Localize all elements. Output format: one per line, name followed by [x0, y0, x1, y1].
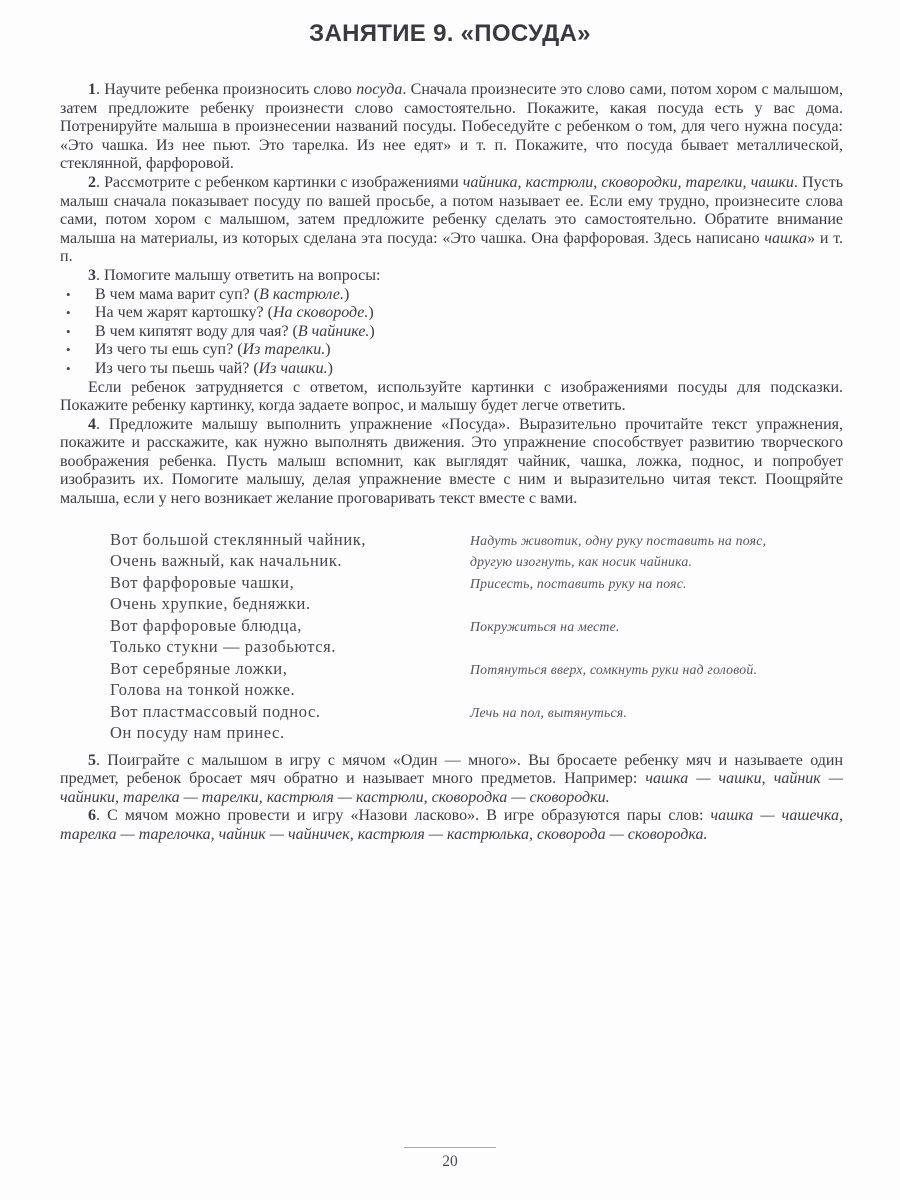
bullet-item-1	[60, 286, 843, 305]
poem-instruction: Покружиться на месте.	[470, 618, 620, 634]
exercise-poem	[110, 531, 843, 746]
poem-verse-line: Вот пластмассовый поднос.	[110, 701, 321, 721]
poem-instruction: другую изогнуть, как носик чайника.	[470, 554, 693, 570]
poem-row	[110, 638, 843, 660]
bullet-marker: •	[66, 360, 71, 376]
bullet-item-2	[60, 304, 843, 323]
paragraph-6: 6. С мячом можно провести и игру «Назови ласково». В игре образуются пары слов: чашка — чашечка, тарелка — тарелочка, чайник — чайничек, кастрюля — кастрюлька, сковорода — сковородка.	[60, 807, 844, 844]
poem-row	[110, 552, 843, 574]
page-title: ЗАНЯТИЕ 9. «ПОСУДА»	[309, 20, 591, 47]
poem-row	[110, 574, 843, 596]
poem-verse-line: Только стукни — разобьются.	[110, 637, 337, 657]
poem-instruction: Присесть, поставить руку на пояс.	[470, 575, 687, 591]
page-content	[60, 81, 843, 845]
poem-verse-line: Вот серебряные ложки,	[110, 658, 288, 678]
bullet-text: В чем кипятят воду для чая? (В чайнике.)	[95, 322, 375, 340]
poem-row	[110, 660, 843, 682]
bullet-marker: •	[66, 286, 71, 302]
poem-verse-line: Он посуду нам принес.	[110, 723, 285, 743]
poem-verse-line: Голова на тонкой ножке.	[110, 680, 296, 700]
bullet-text: Из чего ты ешь суп? (Из тарелки.)	[95, 341, 331, 359]
poem-verse-line: Вот большой стеклянный чайник,	[110, 529, 367, 549]
bullet-text: Из чего ты пьешь чай? (Из чашки.)	[95, 359, 333, 377]
bullet-item-3	[60, 323, 843, 342]
poem-row	[110, 617, 843, 639]
poem-verse-line: Вот фарфоровые чашки,	[110, 572, 295, 592]
poem-row	[110, 681, 843, 703]
paragraph-4: 4. Предложите малышу выполнить упражнение «Посуда». Выразительно прочитайте текст упражнения, покажите и расскажите, как нужно выполнять движения. Это упражнение способствует развитию творческого воображения ребенка. Пусть малыш вспомнит, как выглядят чайник, чашка, ложка, поднос, и попробует изобразить их. Помогите малышу, делая упражнение вместе с ним и выразительно читая текст. Поощряйте малыша, если у него возникает желание проговаривать текст вместе с вами.	[60, 415, 843, 508]
paragraph-3-heading: 3. Помогите малышу ответить на вопросы:	[88, 266, 381, 284]
poem-instruction: Лечь на пол, вытянуться.	[470, 704, 628, 720]
bullet-item-4	[60, 341, 843, 360]
poem-instruction: Надуть животик, одну руку поставить на пояс,	[470, 532, 767, 548]
bullet-item-5	[60, 360, 843, 379]
poem-verse-line: Вот фарфоровые блюдца,	[110, 615, 302, 635]
poem-row	[110, 531, 843, 553]
poem-verse-line: Очень хрупкие, бедняжки.	[110, 594, 311, 614]
bullet-text: В чем мама варит суп? (В кастрюле.)	[95, 285, 350, 303]
bullet-marker: •	[66, 323, 71, 339]
poem-instruction: Потянуться вверх, сомкнуть руки над головой.	[470, 661, 758, 677]
paragraph-note: Если ребенок затрудняется с ответом, используйте картинки с изображениями посуды для подсказки. Покажите ребенку картинку, когда задаете вопрос, и малышу будет легче ответить.	[60, 378, 843, 415]
bullet-marker: •	[66, 305, 71, 321]
poem-row	[110, 724, 843, 746]
bullet-marker: •	[66, 342, 71, 358]
poem-row	[110, 595, 843, 617]
footer-divider	[404, 1147, 496, 1148]
bullet-text: На чем жарят картошку? (На сковороде.)	[95, 304, 374, 322]
page-footer	[0, 1147, 900, 1171]
paragraph-2: 2. Рассмотрите с ребенком картинки с изображениями чайника, кастрюли, сковородки, тарелки, чашки. Пусть малыш сначала показывает посуду по вашей просьбе, а потом называет ее. Если ему трудно, произнесите слова сами, потом хором с малышом, затем предложите ребенку сделать это самостоятельно. Обратите внимание малыша на материалы, из которых сделана эта посуда: «Это чашка. Она фарфоровая. Здесь написано чашка» и т. п.	[60, 173, 844, 266]
poem-verse-line: Очень важный, как начальник.	[110, 551, 343, 571]
paragraph-1: 1. Научите ребенка произносить слово посуда. Сначала произнесите это слово сами, потом хором с малышом, затем предложите ребенку произнести слово самостоятельно. Покажите, какая посуда есть у вас дома. Потренируйте малыша в произнесении названий посуды. Побеседуйте с ребенком о том, для чего нужна посуда: «Это чашка. Из нее пьют. Это тарелка. Из нее едят» и т. п. Покажите, что посуда бывает металлической, стеклянной, фарфоровой.	[60, 81, 844, 173]
page-number: 20	[442, 1153, 458, 1170]
paragraph-5: 5. Поиграйте с малышом в игру с мячом «Один — много». Вы бросаете ребенку мяч и называете один предмет, ребенок бросает мяч обратно и называет много предметов. Например: чашка — чашки, чайник — чайники, тарелка — тарелки, кастрюля — кастрюли, сковородка — сковородки.	[60, 751, 844, 806]
poem-row	[110, 703, 843, 725]
